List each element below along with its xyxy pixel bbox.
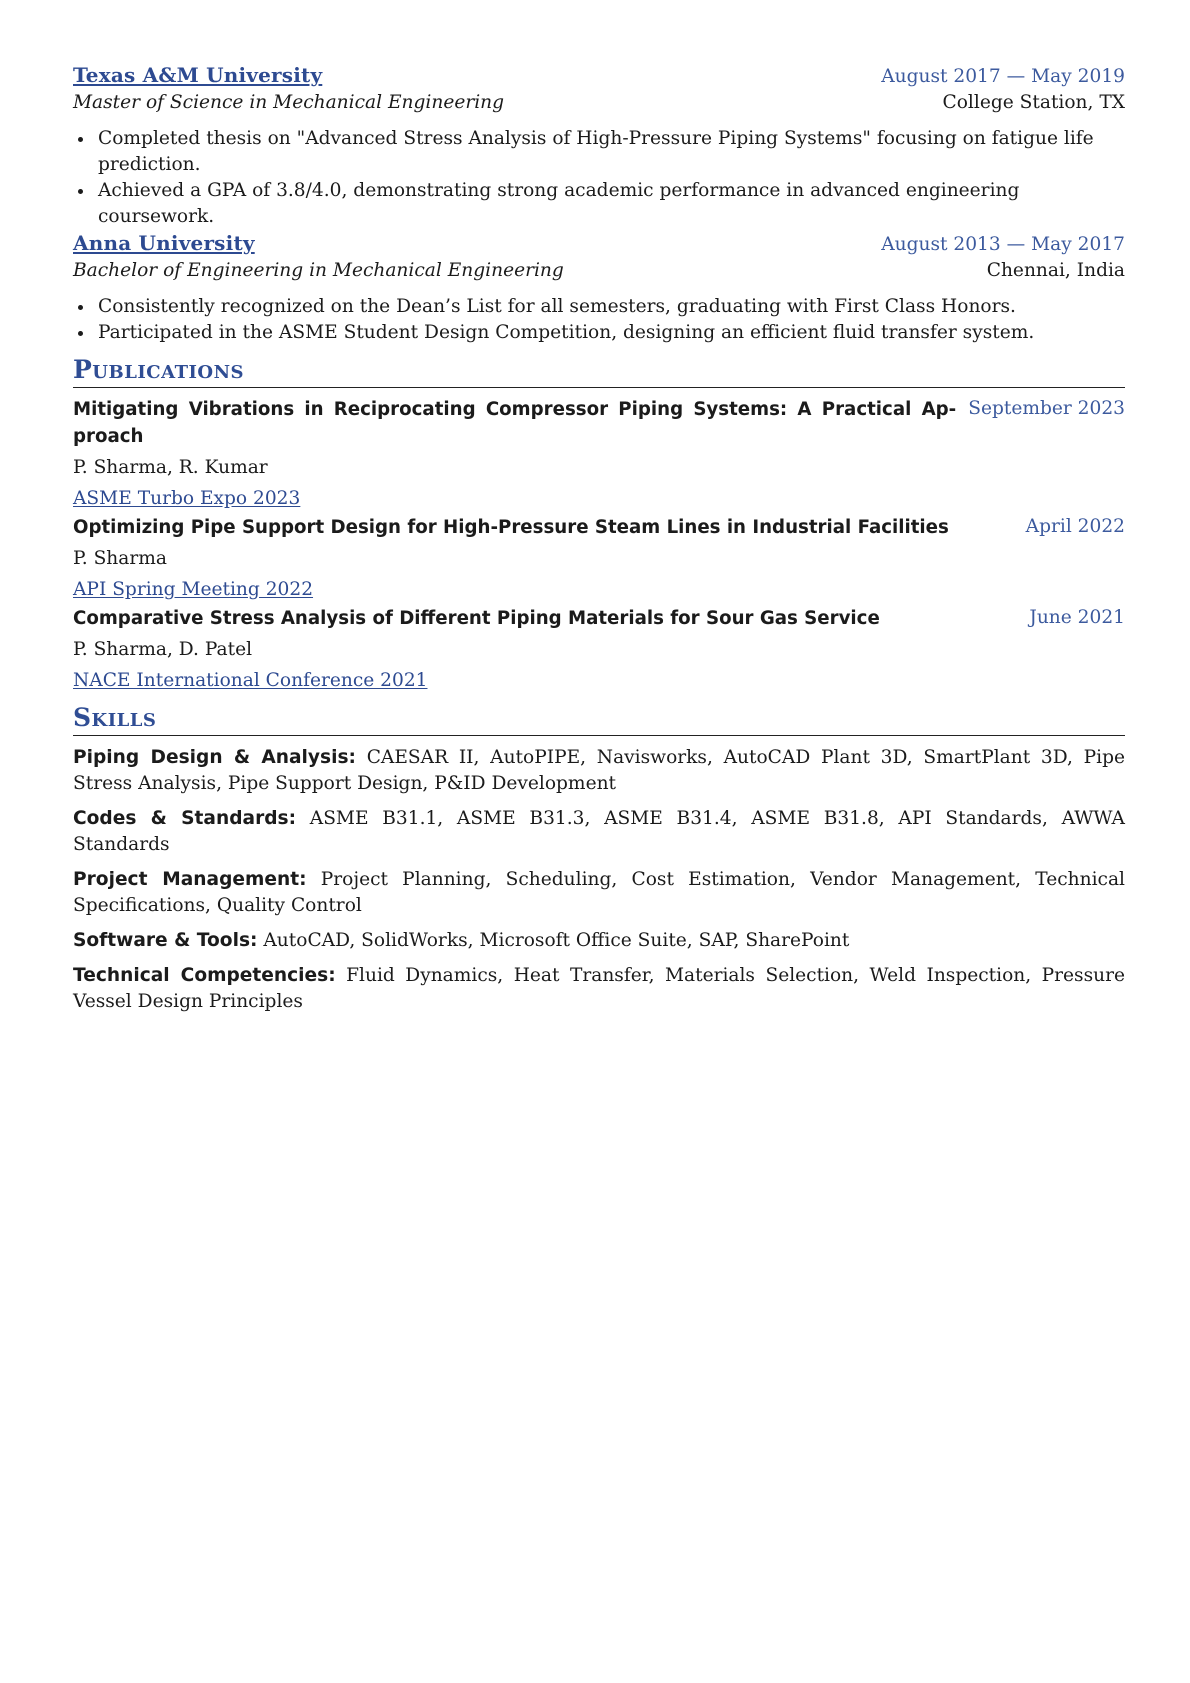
publications-heading: Publications: [73, 354, 1125, 388]
skill-values: CAESAR II, AutoPIPE, Navisworks, AutoCAD Plant 3D, SmartPlant 3D, Pipe Stress Analysis, Pipe Support Design, P&ID Development: [73, 747, 1125, 794]
skill-row: [73, 806, 1125, 858]
education-bullets: [73, 126, 1125, 230]
skill-row: [73, 928, 1125, 954]
publication-date: June 2021: [1029, 607, 1125, 628]
skills-heading: Skills: [73, 702, 1125, 736]
publication-authors: P. Sharma: [73, 548, 167, 569]
skill-values: AutoCAD, SolidWorks, Microsoft Office Suite, SAP, SharePoint: [263, 930, 850, 951]
publication-title: Comparative Stress Analysis of Different Piping Materials for Sour Gas Service: [73, 608, 880, 629]
location: Chennai, India: [986, 260, 1125, 281]
education-bullets: [73, 294, 1125, 346]
skill-row: [73, 867, 1125, 919]
skill-category: Project Management:: [73, 869, 307, 890]
education-dates: August 2017 — May 2019: [881, 66, 1125, 87]
institution-link[interactable]: Anna University: [73, 231, 255, 255]
degree: Master of Science in Mechanical Engineering: [73, 92, 505, 113]
publication-authors: P. Sharma, R. Kumar: [73, 457, 268, 478]
location: College Station, TX: [942, 92, 1125, 113]
publication-header-row: [73, 514, 1125, 541]
publication-title: Optimizing Pipe Support Design for High-Pressure Steam Lines in Industrial Facilities: [73, 517, 949, 538]
publication-venue-link[interactable]: ASME Turbo Expo 2023: [73, 488, 301, 509]
publication-title: Mitigating Vibrations in Reciprocating Compressor Piping Systems: A Practical Ap-proach: [73, 399, 957, 447]
education-subheader-row: [73, 90, 1125, 116]
skill-category: Codes & Standards:: [73, 808, 297, 829]
skill-category: Technical Competencies:: [73, 965, 336, 986]
list-item: Consistently recognized on the Dean’s List for all semesters, graduating with First Class Honors.: [98, 294, 1125, 320]
skill-category: Piping Design & Analysis:: [73, 747, 356, 768]
skill-values: Project Planning, Scheduling, Cost Estimation, Vendor Management, Technical Specifications, Quality Control: [73, 869, 1125, 916]
education-subheader-row: [73, 258, 1125, 284]
skill-row: [73, 963, 1125, 1015]
skill-category: Software & Tools:: [73, 930, 258, 951]
degree: Bachelor of Engineering in Mechanical Engineering: [73, 260, 564, 281]
skill-row: [73, 745, 1125, 797]
list-item: Completed thesis on "Advanced Stress Analysis of High-Pressure Piping Systems" focusing on fatigue life prediction.: [98, 126, 1125, 178]
education-entry: [73, 62, 1125, 230]
resume-page: [73, 62, 1125, 1015]
skill-values: Fluid Dynamics, Heat Transfer, Materials Selection, Weld Inspection, Pressure Vessel Design Principles: [73, 965, 1125, 1012]
education-dates: August 2013 — May 2017: [881, 234, 1125, 255]
list-item: Achieved a GPA of 3.8/4.0, demonstrating strong academic performance in advanced engineering coursework.: [98, 178, 1125, 230]
education-entry: [73, 230, 1125, 346]
publication-date: September 2023: [968, 398, 1125, 419]
education-header-row: [73, 230, 1125, 258]
publication-authors: P. Sharma, D. Patel: [73, 639, 253, 660]
publication-venue-link[interactable]: API Spring Meeting 2022: [73, 579, 314, 600]
publication-entry: [73, 605, 1125, 694]
institution-link[interactable]: Texas A&M University: [73, 63, 323, 87]
publication-header-row: [73, 396, 1125, 450]
publication-entry: [73, 514, 1125, 603]
publication-date: April 2022: [1025, 516, 1125, 537]
education-header-row: [73, 62, 1125, 90]
publication-header-row: [73, 605, 1125, 632]
list-item: Participated in the ASME Student Design Competition, designing an efficient fluid transfer system.: [98, 320, 1125, 346]
publication-entry: [73, 396, 1125, 512]
skill-values: ASME B31.1, ASME B31.3, ASME B31.4, ASME B31.8, API Standards, AWWA Standards: [73, 808, 1125, 855]
publication-venue-link[interactable]: NACE International Conference 2021: [73, 670, 428, 691]
